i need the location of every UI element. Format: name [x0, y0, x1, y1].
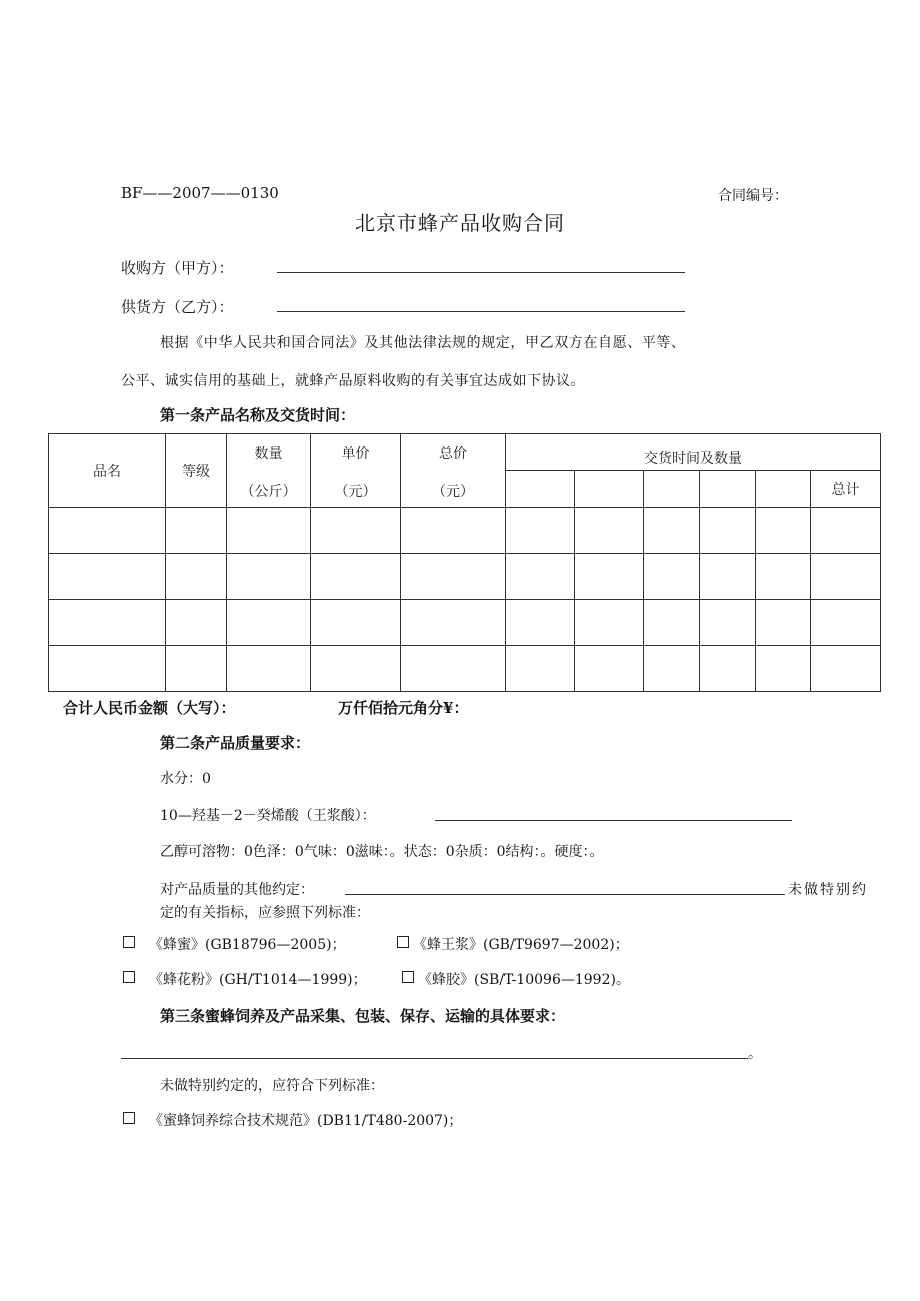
article-1-title: 第一条产品名称及交货时间： [160, 406, 356, 424]
table-cell[interactable] [401, 646, 506, 692]
table-cell[interactable] [166, 508, 227, 554]
total-amount-label: 合计人民币金额（大写）： [63, 699, 236, 717]
header-quantity-unit: （公斤） [240, 483, 297, 500]
page-title: 北京市蜂产品收购合同 [355, 211, 565, 235]
table-row [49, 508, 881, 554]
table-cell[interactable] [49, 600, 166, 646]
table-cell[interactable] [575, 554, 644, 600]
table-cell[interactable] [166, 554, 227, 600]
quality-properties: 乙醇可溶物：0色泽：0气味：0滋味：。状态：0杂质：0结构：。硬度：。 [160, 844, 604, 860]
table-cell[interactable] [227, 600, 311, 646]
table-cell[interactable] [756, 600, 811, 646]
table-cell[interactable] [506, 554, 575, 600]
table-cell[interactable] [811, 554, 881, 600]
supplier-label: 供货方（乙方）： [121, 298, 234, 316]
article-3-field[interactable] [121, 1058, 748, 1059]
table-cell[interactable] [700, 508, 756, 554]
table-cell[interactable] [227, 646, 311, 692]
header-unit-price-label: 单价 [341, 445, 370, 462]
buyer-label: 收购方（甲方）： [121, 259, 234, 277]
standard-propolis-row [402, 969, 630, 989]
hda-requirement [160, 805, 376, 825]
table-cell[interactable] [644, 600, 700, 646]
table-cell[interactable] [700, 554, 756, 600]
table-cell[interactable] [401, 508, 506, 554]
article-3-note: 未做特别约定的，应符合下列标准： [160, 1078, 384, 1094]
hda-field[interactable] [435, 820, 792, 821]
delivery-col-5 [756, 471, 811, 508]
propolis-standard: 《蜂胶》(SB/T-10096—1992)。 [418, 972, 630, 988]
header-unit-price-unit: （元） [334, 483, 377, 500]
article-3-title: 第三条蜜蜂饲养及产品采集、包装、保存、运输的具体要求： [160, 1007, 566, 1025]
standard-royal-jelly-row [397, 934, 629, 954]
total-amount-units: 万仟佰拾元角分¥： [338, 699, 469, 717]
buyer-field[interactable] [277, 272, 685, 273]
other-quality-suffix: 未做特别约 [788, 882, 868, 898]
table-cell[interactable] [401, 554, 506, 600]
standard-beekeeping-row [123, 1110, 462, 1130]
supplier-field[interactable] [277, 311, 685, 312]
table-cell[interactable] [506, 508, 575, 554]
table-cell[interactable] [811, 508, 881, 554]
header-unit-price [311, 434, 401, 508]
propolis-standard-checkbox[interactable] [402, 971, 414, 983]
header-delivery-total: 总计 [811, 471, 881, 508]
other-quality-label: 对产品质量的其他约定： [160, 882, 314, 898]
other-quality-field[interactable] [345, 894, 785, 895]
supplier-row [121, 296, 234, 317]
article-2-title: 第二条产品质量要求： [160, 734, 311, 752]
honey-standard-checkbox[interactable] [123, 936, 135, 948]
table-cell[interactable] [575, 508, 644, 554]
article-3-line-end: 。 [748, 1046, 762, 1062]
table-cell[interactable] [227, 508, 311, 554]
beekeeping-standard-checkbox[interactable] [123, 1112, 135, 1124]
standard-pollen-row [123, 969, 367, 989]
beekeeping-standard: 《蜜蜂饲养综合技术规范》(DB11/T480-2007)； [149, 1113, 463, 1129]
table-cell[interactable] [166, 646, 227, 692]
standard-honey-row [123, 934, 346, 954]
table-row [49, 600, 881, 646]
table-cell[interactable] [811, 600, 881, 646]
honey-standard: 《蜂蜜》(GB18796—2005)； [149, 937, 346, 953]
table-cell[interactable] [811, 646, 881, 692]
header-total-price [401, 434, 506, 508]
royal-jelly-standard-checkbox[interactable] [397, 936, 409, 948]
pollen-standard: 《蜂花粉》(GH/T1014—1999)； [149, 972, 367, 988]
header-total-price-label: 总价 [439, 445, 467, 462]
table-cell[interactable] [700, 600, 756, 646]
header-name: 品名 [49, 434, 166, 508]
table-cell[interactable] [700, 646, 756, 692]
table-cell[interactable] [227, 554, 311, 600]
table-row [49, 646, 881, 692]
delivery-col-3 [644, 471, 700, 508]
buyer-row [121, 257, 234, 278]
header-grade: 等级 [166, 434, 227, 508]
moisture-requirement: 水分：0 [160, 771, 211, 787]
table-cell[interactable] [575, 600, 644, 646]
table-cell[interactable] [166, 600, 227, 646]
intro-line-1: 根据《中华人民共和国合同法》及其他法律法规的规定，甲乙双方在自愿、平等、 [160, 335, 686, 351]
table-row [49, 554, 881, 600]
table-cell[interactable] [311, 508, 401, 554]
table-cell[interactable] [49, 646, 166, 692]
table-cell[interactable] [756, 508, 811, 554]
table-cell[interactable] [506, 600, 575, 646]
product-table [48, 433, 881, 692]
table-cell[interactable] [756, 554, 811, 600]
document-code: BF——2007——0130 [121, 184, 279, 202]
table-cell[interactable] [49, 508, 166, 554]
table-cell[interactable] [49, 554, 166, 600]
table-cell[interactable] [644, 646, 700, 692]
table-cell[interactable] [756, 646, 811, 692]
header-quantity [227, 434, 311, 508]
table-cell[interactable] [311, 646, 401, 692]
header-delivery: 交货时间及数量 [506, 434, 881, 471]
hda-label: 10—羟基－2－癸烯酸（王浆酸）： [160, 808, 376, 824]
delivery-col-4 [700, 471, 756, 508]
royal-jelly-standard: 《蜂王浆》(GB/T9697—2002)； [413, 937, 629, 953]
table-cell[interactable] [401, 600, 506, 646]
table-cell[interactable] [311, 600, 401, 646]
contract-number-label: 合同编号： [718, 188, 788, 204]
table-cell[interactable] [506, 646, 575, 692]
delivery-col-2 [575, 471, 644, 508]
pollen-standard-checkbox[interactable] [123, 971, 135, 983]
table-cell[interactable] [644, 554, 700, 600]
table-cell[interactable] [311, 554, 401, 600]
header-quantity-label: 数量 [254, 445, 283, 462]
other-quality-line-2: 定的有关指标，应参照下列标准： [160, 905, 370, 921]
table-cell[interactable] [575, 646, 644, 692]
header-total-price-unit: （元） [432, 483, 474, 500]
delivery-col-1 [506, 471, 575, 508]
intro-line-2: 公平、诚实信用的基础上，就蜂产品原料收购的有关事宜达成如下协议。 [121, 373, 585, 389]
table-cell[interactable] [644, 508, 700, 554]
